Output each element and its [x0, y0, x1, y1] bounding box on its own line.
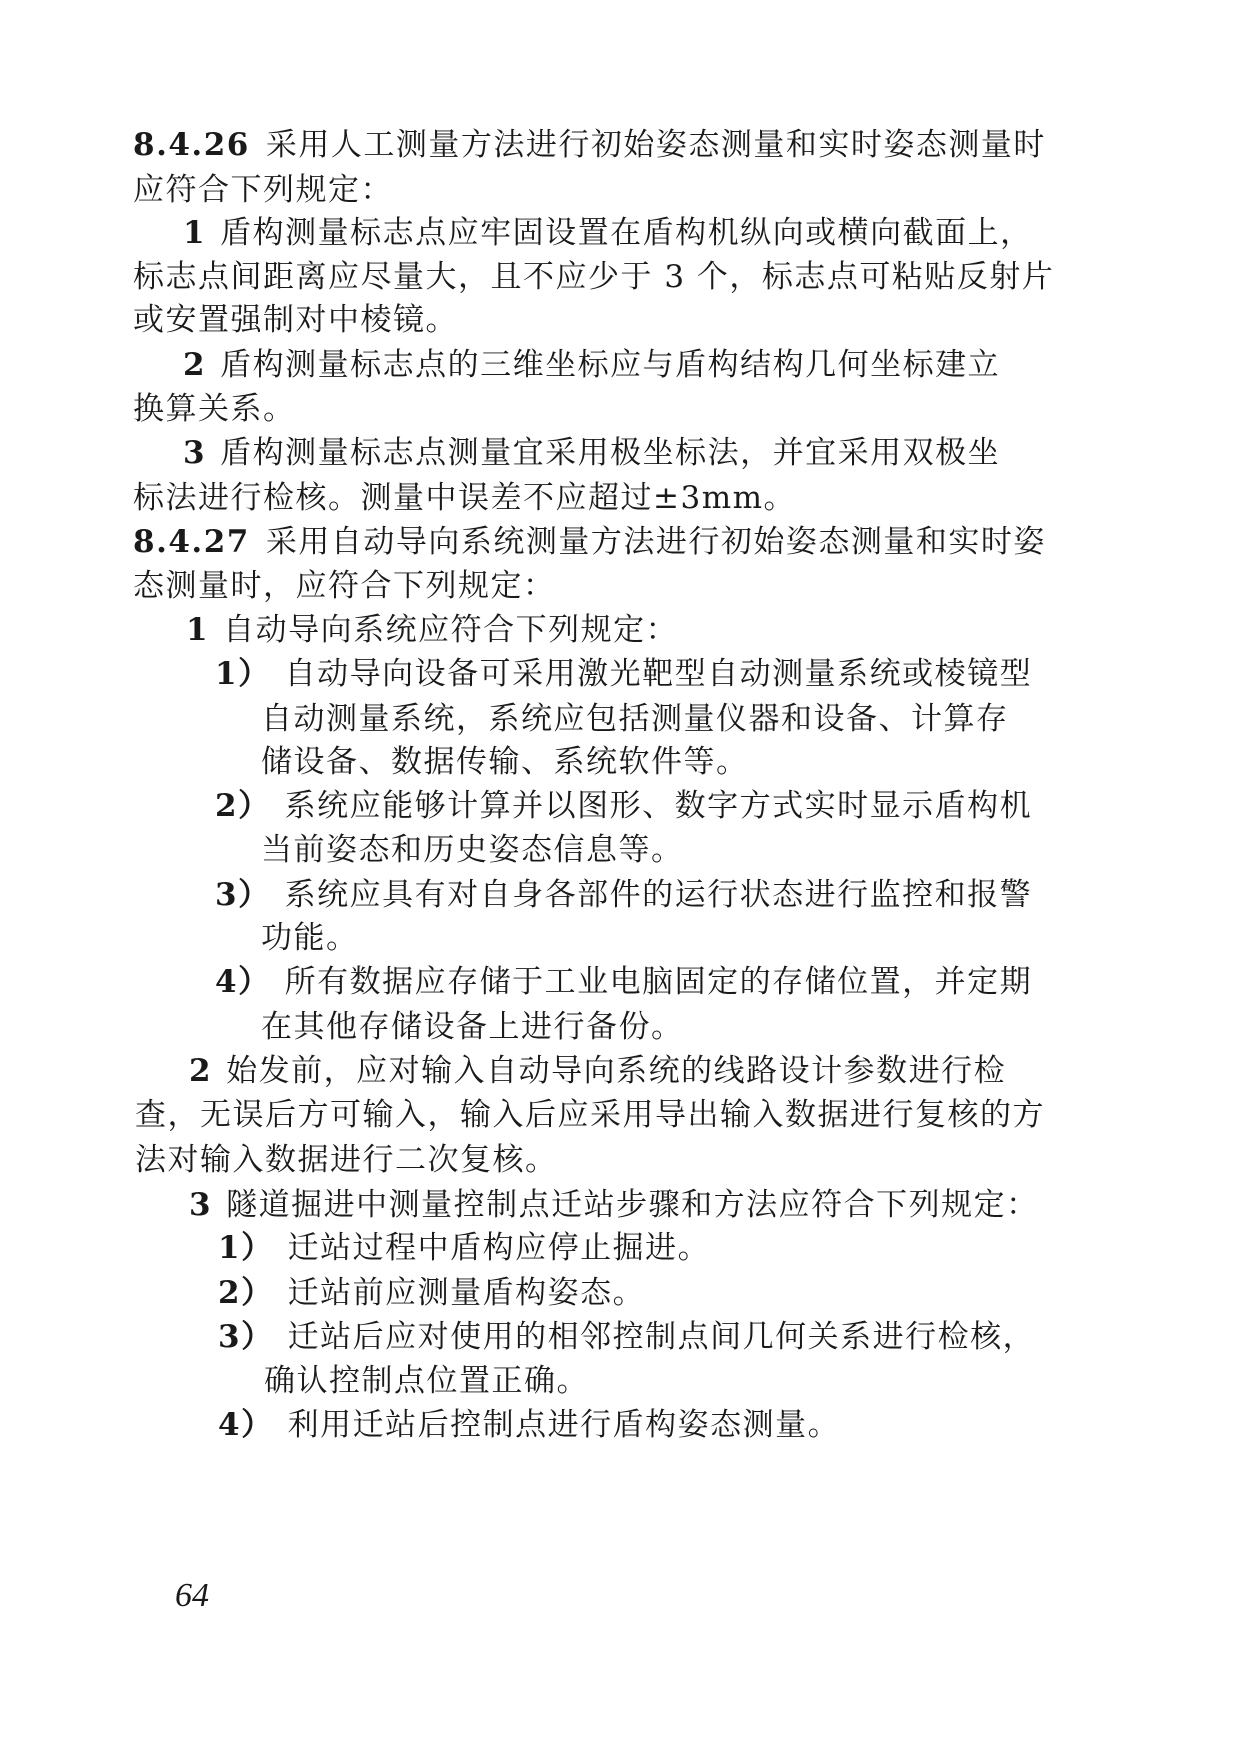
subitem-line	[215, 875, 1032, 915]
item-line	[183, 213, 1033, 253]
subitem-number: 1）	[218, 1230, 274, 1266]
subitem-text: 确认控制点位置正确。	[264, 1363, 589, 1399]
subitem-text: 迁站过程中盾构应停止掘进。	[287, 1230, 711, 1266]
subitem-number: 1）	[215, 656, 271, 692]
subitem-line	[218, 1273, 645, 1313]
item-text: 盾构测量标志点测量宜采用极坐标法，并宜采用双极坐	[220, 435, 1001, 471]
item-number: 1	[186, 612, 210, 648]
item-text: 换算关系。	[133, 391, 296, 427]
clause-text-line	[133, 566, 556, 606]
subitem-number: 3）	[215, 877, 271, 913]
item-number: 2	[183, 347, 207, 383]
subitem-line	[218, 1228, 710, 1268]
subitem-text: 自动导向设备可采用激光靶型自动测量系统或棱镜型	[284, 656, 1033, 692]
subitem-number: 4）	[215, 964, 271, 1000]
subitem-line	[261, 742, 749, 782]
subitem-line	[261, 699, 1009, 739]
item-line	[133, 300, 458, 340]
subitem-number: 2）	[218, 1275, 274, 1311]
page-number: 64	[175, 1577, 209, 1614]
subitem-line	[215, 962, 1032, 1002]
item-text: 隧道掘进中测量控制点迁站步骤和方法应符合下列规定：	[226, 1187, 1039, 1223]
subitem-line	[264, 1361, 589, 1401]
clause-text-line	[133, 170, 393, 210]
subitem-text: 在其他存储设备上进行备份。	[261, 1009, 684, 1045]
subitem-line	[215, 654, 1032, 694]
subitem-line	[215, 786, 1032, 826]
subitem-text: 功能。	[261, 920, 359, 956]
item-text: 始发前，应对输入自动导向系统的线路设计参数进行检	[226, 1053, 1007, 1089]
clause-number: 8.4.27	[133, 524, 250, 560]
item-line	[189, 1051, 1006, 1091]
subitem-text: 利用迁站后控制点进行盾构姿态测量。	[287, 1407, 841, 1443]
subitem-line	[261, 918, 359, 958]
clause-text: 态测量时，应符合下列规定：	[133, 568, 556, 604]
item-text: 查，无误后方可输入，输入后应采用导出输入数据进行复核的方	[135, 1097, 1045, 1133]
clause-text: 应符合下列规定：	[133, 172, 393, 208]
subitem-text: 所有数据应存储于工业电脑固定的存储位置，并定期	[284, 964, 1033, 1000]
item-text: 自动导向系统应符合下列规定：	[223, 612, 679, 648]
clause-number: 8.4.26	[133, 127, 250, 163]
subitem-number: 2）	[215, 788, 271, 824]
item-line	[135, 1095, 1045, 1135]
item-text: 盾构测量标志点的三维坐标应与盾构结构几何坐标建立	[220, 347, 1001, 383]
subitem-text: 储设备、数据传输、系统软件等。	[261, 744, 749, 780]
subitem-line	[261, 1007, 684, 1047]
subitem-line	[218, 1405, 840, 1445]
item-text: 法对输入数据进行二次复核。	[135, 1142, 558, 1178]
clause-text: 采用自动导向系统测量方法进行初始姿态测量和实时姿	[265, 524, 1046, 560]
item-line	[186, 610, 678, 650]
item-text: 或安置强制对中棱镜。	[133, 302, 458, 338]
item-text: 盾构测量标志点应牢固设置在盾构机纵向或横向截面上，	[220, 215, 1033, 251]
item-line	[133, 389, 296, 429]
item-number: 1	[183, 215, 207, 251]
clause-heading-line	[133, 522, 1046, 562]
subitem-text: 系统应能够计算并以图形、数字方式实时显示盾构机	[284, 788, 1033, 824]
clause-text: 采用人工测量方法进行初始姿态测量和实时姿态测量时	[265, 127, 1046, 163]
item-number: 3	[183, 435, 207, 471]
subitem-text: 自动测量系统，系统应包括测量仪器和设备、计算存	[261, 701, 1009, 737]
subitem-line	[261, 830, 684, 870]
item-line	[183, 433, 1000, 473]
item-text: 标志点间距离应尽量大，且不应少于 3 个，标志点可粘贴反射片	[133, 259, 1055, 295]
item-line	[133, 257, 1054, 297]
subitem-text: 当前姿态和历史姿态信息等。	[261, 832, 684, 868]
item-line	[189, 1185, 1039, 1225]
item-number: 3	[189, 1187, 213, 1223]
clause-heading-line	[133, 125, 1046, 165]
subitem-line	[218, 1317, 1035, 1357]
subitem-text: 系统应具有对自身各部件的运行状态进行监控和报警	[284, 877, 1033, 913]
subitem-text: 迁站前应测量盾构姿态。	[287, 1275, 646, 1311]
item-number: 2	[189, 1053, 213, 1089]
subitem-text: 迁站后应对使用的相邻控制点间几何关系进行检核，	[287, 1319, 1036, 1355]
item-line	[135, 1140, 558, 1180]
subitem-number: 4）	[218, 1407, 274, 1443]
item-line	[183, 345, 1000, 385]
subitem-number: 3）	[218, 1319, 274, 1355]
item-text: 标法进行检核。测量中误差不应超过±3mm。	[133, 480, 796, 516]
item-line	[133, 478, 796, 518]
